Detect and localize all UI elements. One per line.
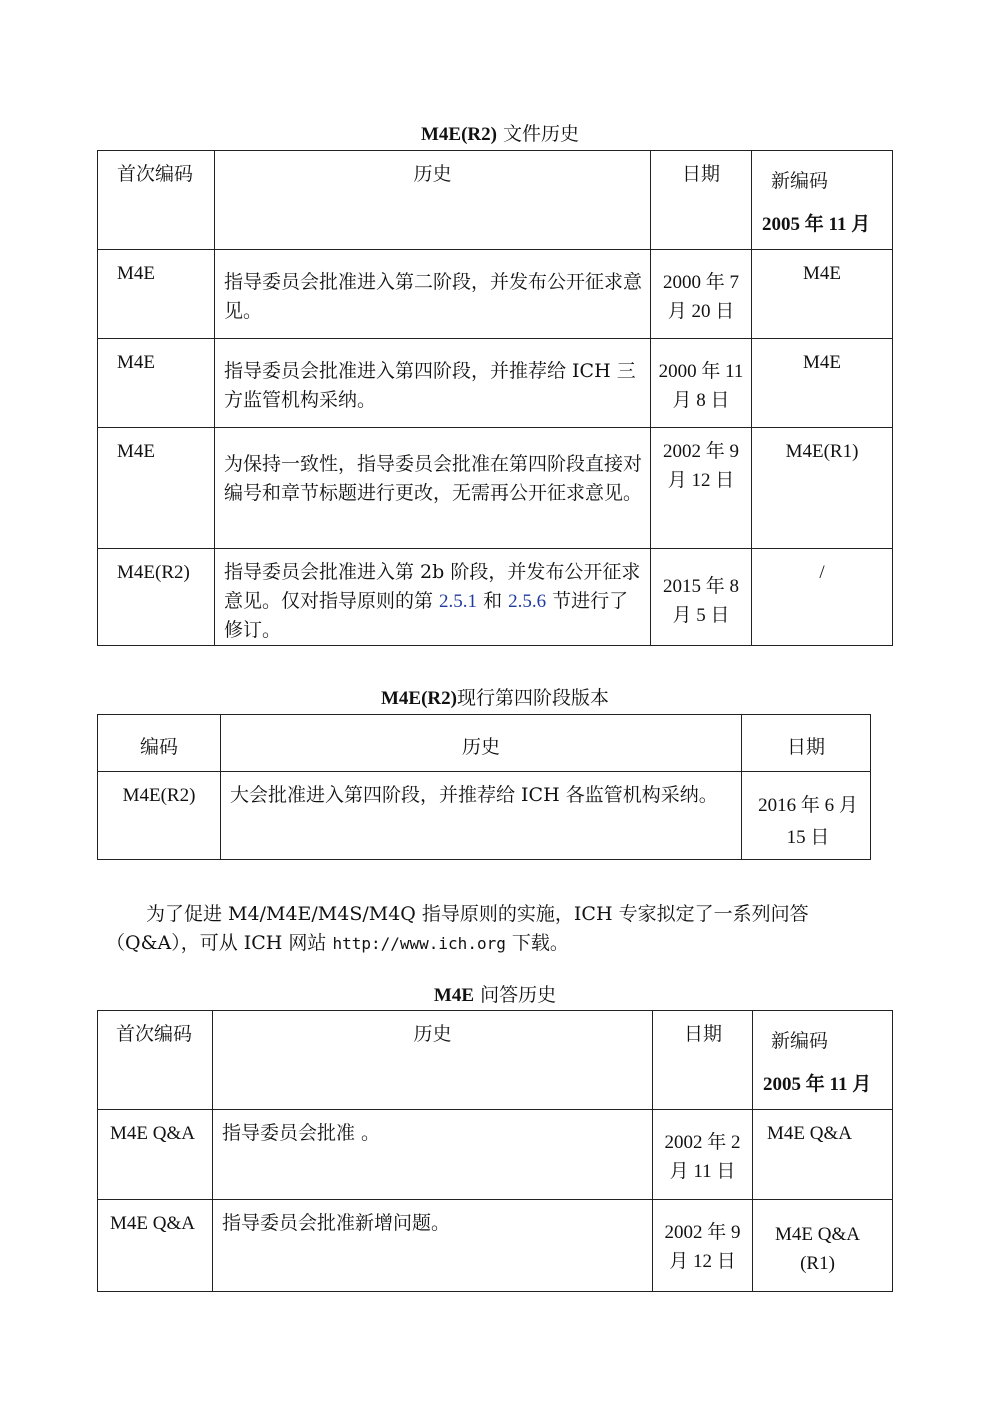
- row-new-code: M4E(R1): [785, 441, 859, 462]
- row-code: M4E(R2): [122, 785, 196, 806]
- header-first-code: 首次编码: [117, 163, 194, 185]
- table-header-row: [98, 151, 893, 250]
- current-version-table: [97, 714, 871, 860]
- header-history: 历史: [461, 736, 500, 758]
- row-date: 2002 年 2 月 11 日: [664, 1132, 741, 1182]
- table-row: [98, 549, 893, 646]
- row-history: 为保持一致性，指导委员会批准在第四阶段直接对编号和章节标题进行更改，无需再公开征求意见。: [224, 453, 643, 504]
- table-row: [98, 250, 893, 339]
- row-date: 2015 年 8 月 5 日: [662, 576, 739, 626]
- table-row: [98, 1110, 893, 1200]
- header-new-code: 新编码: [771, 1030, 829, 1052]
- row-history: [215, 549, 650, 645]
- row-code: M4E: [117, 352, 155, 373]
- row-history-part: 指导委员会批准进入第 2b 阶段，并发布公开征求意见。仅对指导原则的第: [224, 561, 641, 612]
- table-header-row: [98, 715, 871, 772]
- qa-history-table: [97, 1010, 893, 1292]
- header-new-code-date: 2005 年 11 月: [762, 214, 871, 235]
- header-date: 日期: [682, 163, 721, 185]
- table3-title: [0, 983, 990, 1008]
- row-new-code: /: [819, 562, 825, 583]
- header-date: 日期: [786, 736, 825, 758]
- paragraph-text: 为了促进 M4/M4E/M4S/M4Q 指导原则的实施，ICH 专家拟定了一系列问答（Q&A），可从 ICH 网站: [106, 903, 809, 954]
- header-date: 日期: [684, 1023, 723, 1045]
- row-date: 2002 年 9 月 12 日: [664, 1222, 741, 1272]
- table2-title-code: M4E(R2): [381, 688, 457, 709]
- table-header-row: [98, 1011, 893, 1110]
- table-row: [98, 772, 871, 860]
- table3-title-code: M4E: [433, 985, 475, 1006]
- row-code: M4E Q&A: [110, 1123, 195, 1144]
- header-new-code-date: 2005 年 11 月: [763, 1074, 872, 1095]
- table1-title: [0, 122, 1000, 147]
- row-new-code: M4E: [803, 352, 841, 373]
- table2-title: [0, 686, 990, 711]
- table1-title-code: M4E(R2): [420, 124, 497, 145]
- table-row: [98, 1200, 893, 1292]
- table-row: [98, 428, 893, 549]
- row-code: M4E: [117, 441, 155, 462]
- row-history: 指导委员会批准新增问题。: [222, 1212, 451, 1234]
- header-history: 历史: [413, 1023, 452, 1045]
- row-code: M4E(R2): [117, 562, 190, 583]
- section-link-2-5-6[interactable]: 2.5.6: [508, 591, 547, 612]
- row-history: 大会批准进入第四阶段，并推荐给 ICH 各监管机构采纳。: [230, 784, 718, 806]
- header-code: 编码: [139, 736, 178, 758]
- ich-website-link[interactable]: http://www.ich.org: [332, 934, 506, 953]
- qa-intro-paragraph: [106, 900, 884, 958]
- row-date: 2002 年 9 月 12 日: [662, 441, 739, 491]
- section-link-2-5-1[interactable]: 2.5.1: [439, 591, 478, 612]
- row-new-code: M4E: [803, 263, 841, 284]
- header-first-code: 首次编码: [116, 1023, 193, 1045]
- row-date: 2016 年 6 月 15 日: [758, 795, 858, 848]
- row-code: M4E: [117, 263, 155, 284]
- table-row: [98, 339, 893, 428]
- row-history-part: 和: [477, 590, 509, 612]
- paragraph-text-end: 下载。: [505, 932, 569, 954]
- row-new-code: M4E Q&A: [767, 1123, 852, 1144]
- row-history-part: 节进行了修订。: [224, 590, 629, 641]
- row-date: 2000 年 11 月 8 日: [658, 361, 744, 411]
- row-code: M4E Q&A: [110, 1213, 195, 1234]
- row-new-code: M4E Q&A (R1): [775, 1224, 860, 1274]
- table3-title-text: 问答历史: [474, 984, 557, 1006]
- row-history: 指导委员会批准进入第四阶段，并推荐给 ICH 三方监管机构采纳。: [224, 360, 636, 411]
- header-history: 历史: [413, 163, 452, 185]
- document-history-table: [97, 150, 893, 646]
- header-new-code: 新编码: [771, 170, 829, 192]
- row-history: 指导委员会批准 。: [222, 1122, 381, 1144]
- row-date: 2000 年 7 月 20 日: [662, 272, 739, 322]
- table2-title-text: 现行第四阶段版本: [456, 687, 609, 709]
- row-history: 指导委员会批准进入第二阶段，并发布公开征求意见。: [224, 271, 643, 322]
- table1-title-text: 文件历史: [496, 123, 580, 145]
